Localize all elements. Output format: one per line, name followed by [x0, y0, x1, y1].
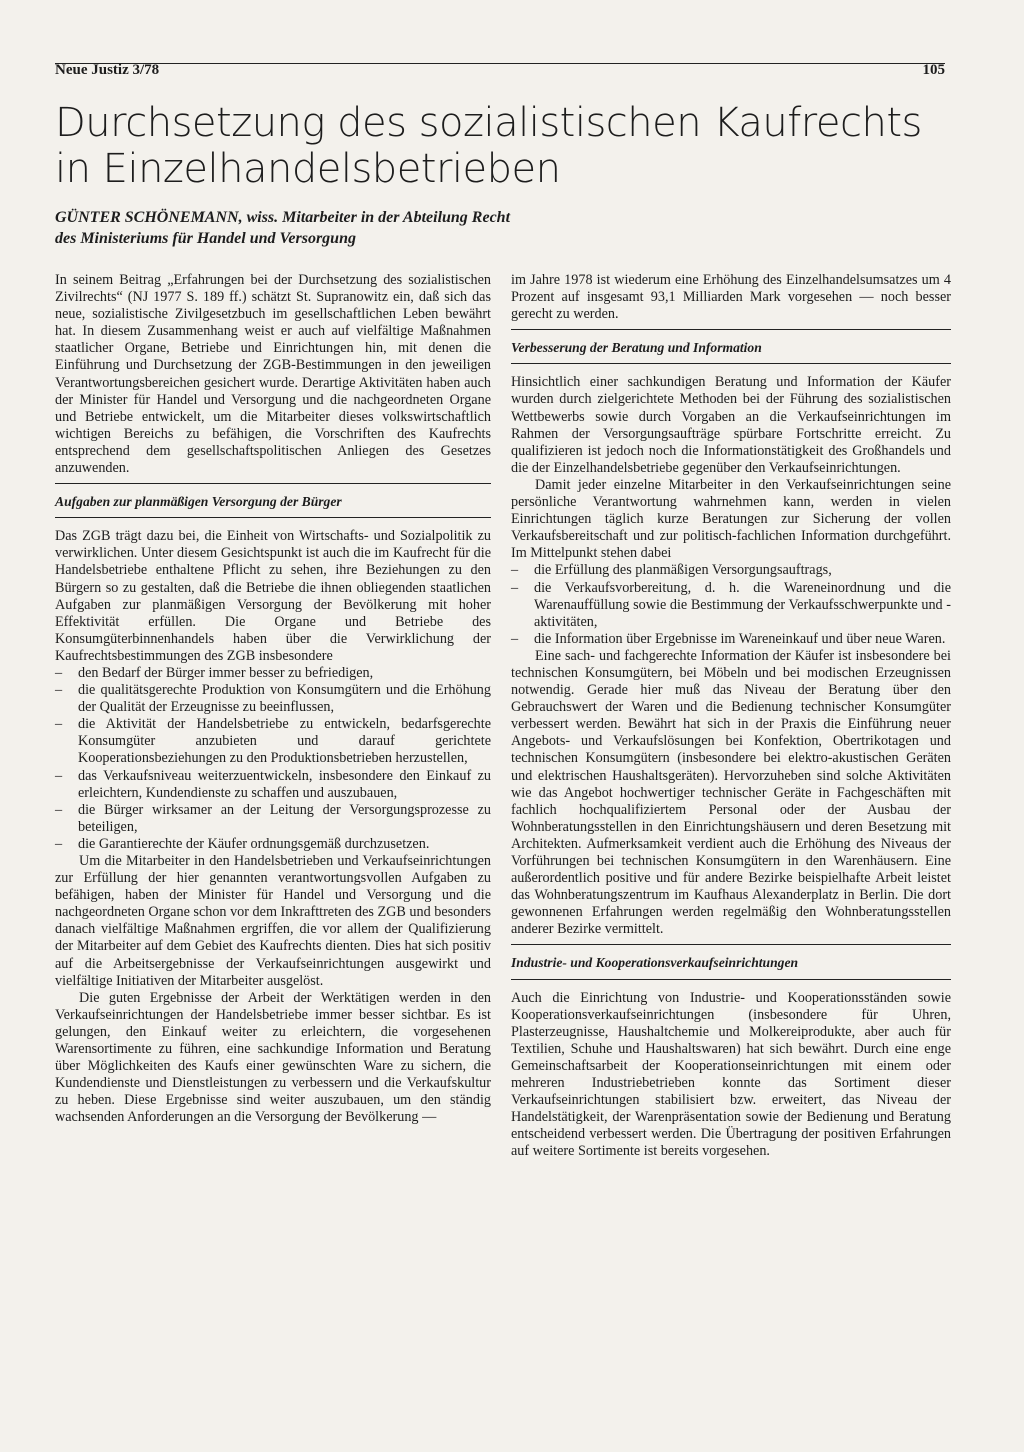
- list-item: – den Bedarf der Bürger immer besser zu befriedigen,: [55, 665, 491, 682]
- paragraph-mitarbeiter: Um die Mitarbeiter in den Handelsbetrieben und Verkaufseinrichtungen zur Erfüllung der hier genannten verantwortungsvollen Aufgaben zu befähigen, haben der Minister für Handel und Versorgung und die nachgeordneten Organe schon vor dem Inkrafttreten des ZGB und besonders danach vielfältige Maßnahmen ergriffen, die vor allem der Qualifizierung der Mitarbeiter auf dem Gebiet des Kaufrechts dienten. Dies hat sich positiv auf die Arbeitsergebnisse der Verkaufseinrichtungen ausgewirkt und vielfältige Initiativen der Mitarbeiter ausgelöst.: [55, 853, 491, 989]
- section-heading-versorgung: Aufgaben zur planmäßigen Versorgung der Bürger: [55, 483, 491, 518]
- page-number: 105: [922, 62, 945, 78]
- paragraph-verantwortung: Damit jeder einzelne Mitarbeiter in den Verkaufseinrichtungen seine persönliche Verantwortung wahrnehmen kann, werden in vielen Einrichtungen täglich kurze Beratungen zur Sicherung der vollen Verkaufsbereitschaft und zur politisch-fachlichen Information durchgeführt. Im Mittelpunkt stehen dabei: [511, 476, 951, 562]
- list-item: – die Aktivität der Handelsbetriebe zu entwickeln, bedarfsgerechte Konsumgüter anzubieten und darauf gerichtete Kooperationsbeziehungen zu den Produktionsbetrieben herzustellen,: [55, 716, 491, 767]
- list-item: – die Garantierechte der Käufer ordnungsgemäß durchzusetzen.: [55, 836, 491, 853]
- left-column: [55, 272, 491, 1127]
- focus-list: [511, 562, 951, 647]
- paragraph-information: Eine sach- und fachgerechte Information der Käufer ist insbesondere bei technischen Konsumgütern, bei Möbeln und bei modischen Erzeugnissen notwendig. Gerade hier muß das Niveau der Beratung über den Gebrauchswert der Waren und die Bedienung technischer Konsumgüter verbessert werden. Bewährt hat sich in der Praxis die Einführung neuer Angebots- und Verkaufslösungen bei Konfektion, Obertrikotagen und technischen Konsumgütern (insbesondere bei elektro-akustischen Geräten und elektrischen Haushaltsgeräten). Hervorzuheben sind solche Aktivitäten wie das Angebot hochwertiger technischer Geräte in Fachgeschäften mit fachlich hochqualifiziertem Personal oder der Ausbau der Wohnberatungsstellen in den Einrichtungshäusern und deren Besetzung mit Architekten. Aufmerksamkeit verdient auch die Erhöhung des Niveaus der Vorführungen bei technischen Konsumgütern in den Warenhäusern. Eine außerordentlich positive und für andere Bezirke beispielhafte Arbeit leistet das Wohnberatungszentrum im Kaufhaus Alexanderplatz in Berlin. Die dort gewonnenen Erfahrungen werden regelmäßig den Wohnberatungsstellen anderer Bezirke vermittelt.: [511, 647, 951, 938]
- paragraph-zgb: Das ZGB trägt dazu bei, die Einheit von Wirtschafts- und Sozialpolitik zu verwirklichen. Unter diesem Gesichtspunkt ist auch die im Kaufrecht für die Handelsbetriebe enthaltene Pflicht zu sehen, ihre Beziehungen zu den Bürgern so zu gestalten, daß die Betriebe die ihnen obliegenden staatlichen Aufgaben zur planmäßigen Versorgung der Bevölkerung mit hoher Effektivität erfüllen. Die Organe und Betriebe des Konsumgüterbinnenhandels haben über die Verwirklichung der Kaufrechtsbestimmungen des ZGB insbesondere: [55, 528, 491, 664]
- section-heading-kooperation: Industrie- und Kooperationsverkaufseinrichtungen: [511, 944, 951, 979]
- author-byline: [55, 207, 955, 249]
- paragraph-continuation: im Jahre 1978 ist wiederum eine Erhöhung des Einzelhandelsumsatzes um 4 Prozent auf insgesamt 93,1 Milliarden Mark vorgesehen — noch besser gerecht zu werden.: [511, 272, 951, 323]
- section-heading-beratung: Verbesserung der Beratung und Information: [511, 329, 951, 364]
- task-list: [55, 665, 491, 853]
- author-byline-line-1: GÜNTER SCHÖNEMANN, wiss. Mitarbeiter in der Abteilung Recht: [55, 209, 511, 226]
- paragraph-beratung: Hinsichtlich einer sachkundigen Beratung und Information der Käufer wurden durch zielgerichtete Methoden bei der Führung des sozialistischen Wettbewerbs sowie durch Vorgaben an die Verkaufseinrichtungen im Rahmen der Versorgungsaufträge spürbare Fortschritte erreicht. Zu qualifizieren ist jedoch noch die Informationstätigkeit des Großhandels und die der Einzelhandelsbetriebe gegenüber den Verkaufseinrichtungen.: [511, 374, 951, 476]
- article-title-line-2: in Einzelhandelsbetrieben: [55, 146, 561, 192]
- list-item: – die Bürger wirksamer an der Leitung der Versorgungsprozesse zu beteiligen,: [55, 802, 491, 836]
- author-byline-line-2: des Ministeriums für Handel und Versorgung: [55, 230, 356, 247]
- list-item: – das Verkaufsniveau weiterzuentwickeln, insbesondere den Einkauf zu erleichtern, Kundendienste zu schaffen und auszubauen,: [55, 768, 491, 802]
- list-item: – die Verkaufsvorbereitung, d. h. die Wareneinordnung und die Warenauffüllung sowie die Bestimmung der Verkaufsschwerpunkte und -aktivitäten,: [511, 580, 951, 631]
- paragraph-kooperation: Auch die Einrichtung von Industrie- und Kooperationsständen sowie Kooperationsverkaufseinrichtungen (insbesondere für Uhren, Plasterzeugnisse, Haushaltchemie und Molkereiprodukte, aber auch für Textilien, Schuhe und Haushaltswaren) hat sich bewährt. Durch eine enge Gemeinschaftsarbeit der Kooperationseinrichtungen mit einem oder mehreren Industriebetrieben konnte das Sortiment dieser Verkaufseinrichtungen stabilisiert bzw. erweitert, das Niveau der Handelstätigkeit, der Warenpräsentation sowie der Bedienung und Beratung entscheidend verbessert werden. Die Übertragung der positiven Erfahrungen auf weitere Sortimente ist bereits vorgesehen.: [511, 989, 951, 1160]
- list-item: – die Erfüllung des planmäßigen Versorgungsauftrags,: [511, 562, 951, 579]
- list-item: – die qualitätsgerechte Produktion von Konsumgütern und die Erhöhung der Qualität der Erzeugnisse zu beeinflussen,: [55, 682, 491, 716]
- article-title-line-1: Durchsetzung des sozialistischen Kaufrechts: [55, 100, 922, 146]
- journal-issue: Neue Justiz 3/78: [55, 62, 160, 78]
- intro-paragraph: In seinem Beitrag „Erfahrungen bei der Durchsetzung des sozialistischen Zivilrechts“ (NJ 1977 S. 189 ff.) schätzt St. Supranowitz ein, daß sich das neue, sozialistische Zivilgesetzbuch im gesellschaftlichen Leben bewährt hat. In diesem Zusammenhang weist er auch auf vielfältige Maßnahmen staatlicher Organe, Betriebe und Einrichtungen hin, mit denen die Einführung und Durchsetzung der ZGB-Bestimmungen in den jeweiligen Verantwortungsbereichen gesichert wurde. Derartige Aktivitäten haben auch der Minister für Handel und Versorgung und die nachgeordneten Organe und Betriebe entwickelt, um die Mitarbeiter dieses volkswirtschaftlich wichtigen Bereichs zu befähigen, die Vorschriften des Kaufrechts entsprechend dem gesellschaftspolitischen Anliegen des Gesetzes anzuwenden.: [55, 272, 491, 477]
- paragraph-ergebnisse: Die guten Ergebnisse der Arbeit der Werktätigen werden in den Verkaufseinrichtungen der Handelsbetriebe immer besser sichtbar. Es ist gelungen, den Einkauf weiter zu erleichtern, die vorgesehenen Warensortimente zu führen, eine sachkundige Information und Beratung über Möglichkeiten des Kaufs einer gewünschten Ware zu sichern, die Kundendienste und Dienstleistungen zu verbessern und die Verkaufskultur zu heben. Diese Ergebnisse sind weiter auszubauen, um den ständig wachsenden Anforderungen an die Versorgung der Bevölkerung —: [55, 989, 491, 1126]
- right-column: [511, 272, 951, 1161]
- running-head: [55, 62, 945, 78]
- list-item: – die Information über Ergebnisse im Wareneinkauf und über neue Waren.: [511, 631, 951, 648]
- article-title: [55, 100, 955, 192]
